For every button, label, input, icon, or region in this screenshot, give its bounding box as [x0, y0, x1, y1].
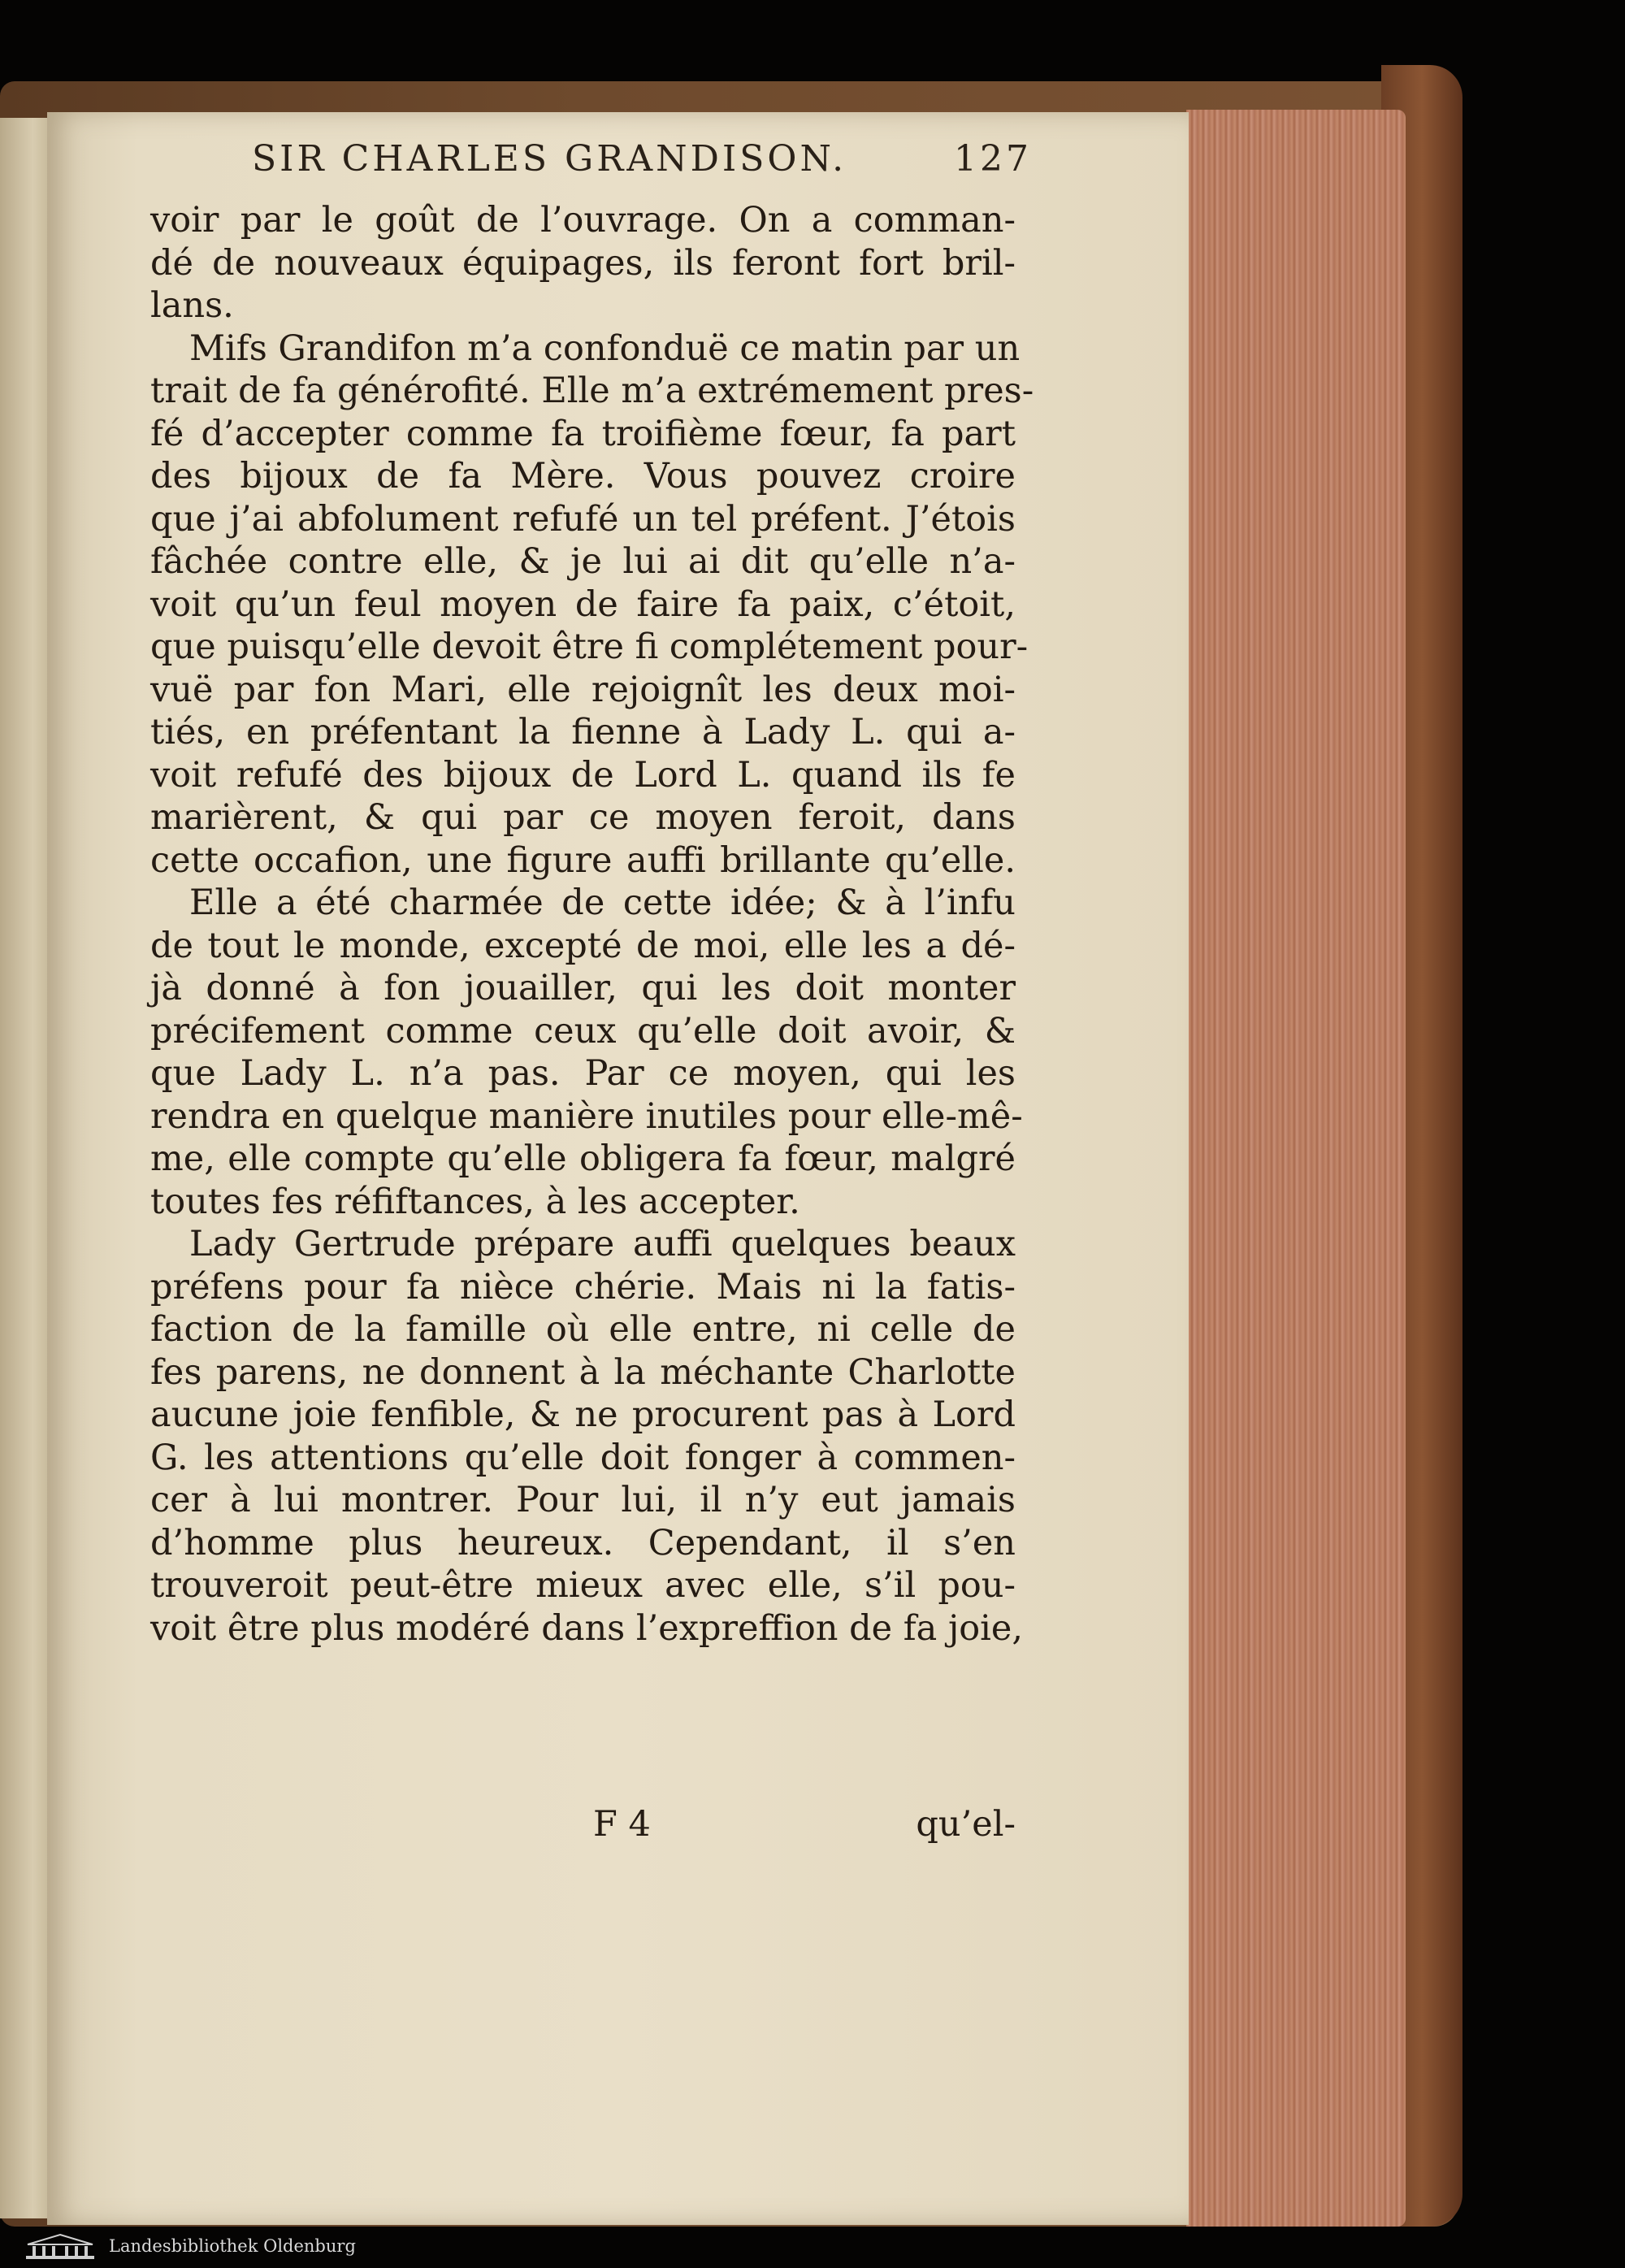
text-line: G. les attentions qu’elle doit fonger à commen- — [150, 1437, 1016, 1478]
signature-mark: F 4 — [593, 1804, 651, 1845]
text-line: de tout le monde, excepté de moi, elle les a dé- — [150, 925, 1016, 966]
text-line: voir par le goût de l’ouvrage. On a comman- — [150, 200, 1016, 241]
text-line: trouveroit peut-être mieux avec elle, s’il pou- — [150, 1565, 1016, 1606]
page-footer — [150, 1804, 1016, 1849]
text-line: cette occafion, une figure auffi brillante qu’elle. — [150, 839, 1016, 881]
text-line: rendra en quelque manière inutiles pour elle-mê- — [150, 1095, 1023, 1137]
page-header — [252, 138, 1032, 187]
text-line: Lady Gertrude prépare auffi quelques beaux — [189, 1224, 1016, 1264]
text-line: que Lady L. n’a pas. Par ce moyen, qui les — [150, 1053, 1016, 1094]
library-building-icon — [23, 2231, 98, 2262]
text-line: vuë par fon Mari, elle rejoignît les deux moi- — [150, 669, 1016, 710]
text-line: cer à lui montrer. Pour lui, il n’y eut jamais — [150, 1480, 1016, 1520]
text-line: des bijoux de fa Mère. Vous pouvez croire — [150, 456, 1016, 497]
text-line: jà donné à fon jouailler, qui les doit monter — [150, 968, 1016, 1008]
text-line: précifement comme ceux qu’elle doit avoir, & — [150, 1010, 1016, 1052]
body-text — [150, 199, 1034, 1650]
text-line: voit être plus modéré dans l’expreffion de fa joie, — [150, 1607, 1024, 1649]
running-title: SIR CHARLES GRANDISON. — [252, 138, 847, 180]
text-line: que j’ai abfolument refufé un tel préfent. J’étois — [150, 498, 1016, 540]
text-line: faction de la famille où elle entre, ni celle de — [150, 1309, 1016, 1350]
text-line: tiés, en préfentant la fienne à Lady L. qui a- — [150, 712, 1016, 752]
text-line: dé de nouveaux équipages, ils feront fort bril- — [150, 242, 1016, 284]
text-line: Mifs Grandifon m’a confonduë ce matin par un — [189, 327, 1020, 369]
text-line: voit qu’un feul moyen de faire fa paix, c’étoit, — [150, 583, 1016, 625]
text-line: marièrent, & qui par ce moyen feroit, dans — [150, 797, 1016, 838]
text-line: toutes fes réfiftances, à les accepter. — [150, 1181, 800, 1222]
catchword: qu’el- — [916, 1804, 1016, 1845]
library-attribution-bar — [0, 2227, 1625, 2268]
page-block-edges — [1186, 110, 1406, 2227]
text-line: trait de fa générofité. Elle m’a extrémement pres- — [150, 371, 1034, 411]
text-line: fâchée contre elle, & je lui ai dit qu’elle n’a- — [150, 541, 1016, 582]
text-line: fes parens, ne donnent à la méchante Charlotte — [150, 1351, 1016, 1393]
text-line: lans. — [150, 285, 234, 326]
text-line: d’homme plus heureux. Cependant, il s’en — [150, 1522, 1016, 1563]
text-line: aucune joie fenfible, & ne procurent pas à Lord — [150, 1394, 1016, 1435]
text-line: voit refufé des bijoux de Lord L. quand ils fe — [150, 754, 1016, 796]
page-number: 127 — [954, 138, 1032, 180]
text-line: préfens pour fa nièce chérie. Mais ni la fatis- — [150, 1266, 1016, 1307]
text-line: Elle a été charmée de cette idée; & à l’infu — [189, 882, 1016, 923]
text-line: me, elle compte qu’elle obligera fa fœur, malgré — [150, 1138, 1016, 1179]
text-line: que puisqu’elle devoit être fi complétement pour- — [150, 627, 1029, 667]
library-name: Landesbibliothek Oldenburg — [109, 2236, 356, 2256]
left-page-sliver — [0, 118, 47, 2218]
text-line: fé d’accepter comme fa troifième fœur, fa part — [150, 413, 1016, 454]
